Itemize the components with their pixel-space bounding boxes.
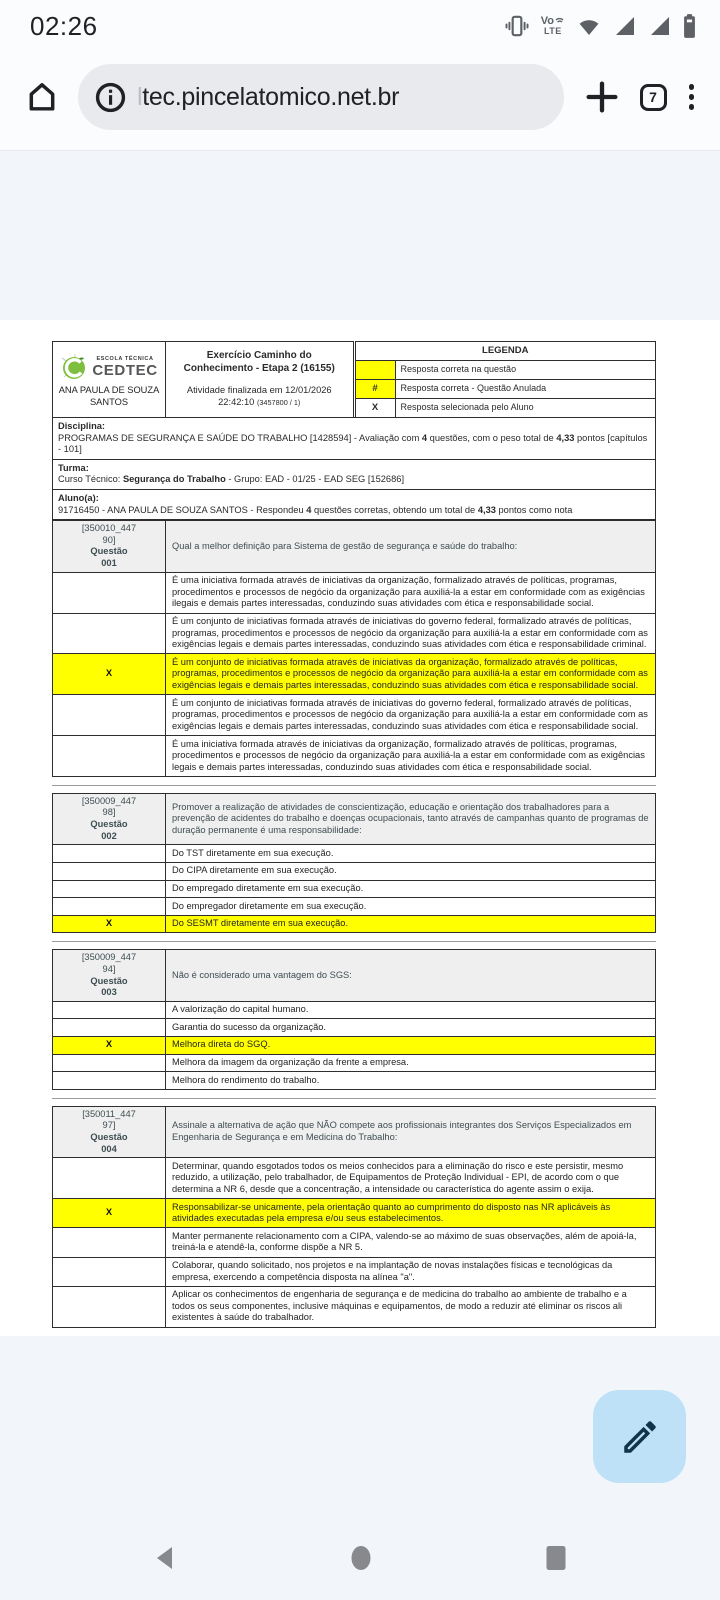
option-row: É um conjunto de iniciativas formada através de iniciativas do governo federal, formalizado através de políticas, programas, procedimentos e processos de negócio da organização para auxiliá-la a estar em conformidade com as exigências legais e demais partes interessadas, conduzindo suas atividades com ética e responsabilidade social. [53, 695, 656, 736]
legend-label: Resposta correta - Questão Anulada [395, 380, 656, 399]
home-button[interactable] [24, 79, 60, 115]
question-table-002 [52, 793, 656, 933]
option-row: Colaborar, quando solicitado, nos projetos e na implantação de novas instalações físicas e tecnológicas da empresa, exercendo a competência disposta na alínea "a". [53, 1257, 656, 1286]
nav-home-button[interactable] [349, 1544, 373, 1572]
student-row: Aluno(a): 91716450 - ANA PAULA DE SOUZA SANTOS - Respondeu 4 questões corretas, obtendo um total de 4,33 pontos como nota [53, 490, 656, 520]
section-divider [52, 941, 656, 942]
question-id: [350011_447 97] Questão 004 [53, 1106, 166, 1157]
exercise-title: Exercício Caminho do Conhecimento - Etapa 2 (16155) [183, 350, 335, 374]
signal-icon-2 [648, 14, 672, 38]
option-row: Aplicar os conhecimentos de engenharia de segurança e de medicina do trabalho ao ambiente de trabalho e a todos os seus componentes, inclusive máquinas e equipamentos, de modo a reduzir até eliminar os riscos ali existentes à saúde do trabalhador. [53, 1286, 656, 1327]
new-tab-button[interactable] [582, 77, 622, 117]
discipline-row: Disciplina: PROGRAMAS DE SEGURANÇA E SAÚDE DO TRABALHO [1428594] - Avaliação com 4 questões, com o peso total de 4,33 pontos [capítulos - 101] [53, 418, 656, 460]
option-row: Do empregador diretamente em sua execução. [53, 898, 656, 916]
legend-label: Resposta correta na questão [395, 361, 656, 380]
section-divider [52, 1098, 656, 1099]
tab-switcher-button[interactable] [640, 84, 667, 111]
question-table-001 [52, 520, 656, 777]
option-row: A valorização do capital humano. [53, 1001, 656, 1019]
legend-title: LEGENDA [355, 342, 656, 361]
exam-info-table [52, 417, 656, 520]
cedtec-logo-icon [60, 352, 90, 382]
status-icons [504, 13, 696, 39]
question-text: Não é considerado uma vantagem do SGS: [166, 950, 656, 1001]
option-row-selected: X Responsabilizar-se unicamente, pela orientação quanto ao cumprimento do disposto nas NR aplicáveis às atividades executadas pela empresa e/ou seus estabelecimentos. [53, 1199, 656, 1228]
url-bar[interactable] [78, 64, 564, 130]
status-bar [0, 0, 720, 52]
question-text: Qual a melhor definição para Sistema de gestão de segurança e saúde do trabalho: [166, 521, 656, 572]
menu-button[interactable] [685, 80, 699, 114]
question-table-004 [52, 1106, 656, 1328]
vibrate-icon [504, 13, 530, 39]
question-id: [350009_447 94] Questão 003 [53, 950, 166, 1001]
legend-swatch-selected: X [355, 399, 395, 418]
exercise-title-cell [166, 342, 354, 418]
option-row: Do CIPA diretamente em sua execução. [53, 862, 656, 880]
school-tagline: ESCOLA TÉCNICA [96, 356, 154, 363]
battery-icon [683, 13, 696, 39]
question-table-003 [52, 949, 656, 1089]
option-row: É uma iniciativa formada através de iniciativas da organização, formalizado através de políticas, programas, procedimentos e processos de negócio da organização para auxiliá-la a estar em conformidade com as exigências legais e demais partes interessadas, conduzindo suas atividades com ética e responsabilidade social. [53, 736, 656, 777]
question-id: [350009_447 98] Questão 002 [53, 793, 166, 844]
legend-table [355, 341, 657, 418]
volte-icon: Vo LTE [540, 15, 562, 36]
option-row: Melhora do rendimento do trabalho. [53, 1072, 656, 1090]
legend-label: Resposta selecionada pelo Aluno [395, 399, 656, 418]
pencil-icon [619, 1416, 661, 1458]
edit-fab[interactable] [593, 1390, 686, 1483]
signal-icon-1 [613, 14, 637, 38]
class-row: Turma: Curso Técnico: Segurança do Trabalho - Grupo: EAD - 01/25 - EAD SEG [152686] [53, 459, 656, 489]
browser-toolbar [0, 52, 720, 150]
question-text: Assinale a alternativa de ação que NÃO compete aos profissionais integrantes dos Serviços Especializados em Engenharia de Segurança e em Medicina do Trabalho: [166, 1106, 656, 1157]
legend-swatch-correct [355, 361, 395, 380]
option-row: Do TST diretamente em sua execução. [53, 845, 656, 863]
school-name: CEDTEC [92, 362, 158, 380]
option-row: Melhora da imagem da organização da frente a empresa. [53, 1054, 656, 1072]
wifi-icon [576, 14, 602, 38]
clock: 02:26 [30, 10, 98, 41]
android-nav-bar [0, 1528, 720, 1588]
option-row: Do empregado diretamente em sua execução. [53, 880, 656, 898]
page-margin-bottom [0, 1336, 720, 1600]
page-margin-top [0, 150, 720, 320]
option-row-selected: X Melhora direta do SGQ. [53, 1036, 656, 1054]
site-info-icon[interactable] [94, 81, 127, 114]
nav-recents-button[interactable] [544, 1544, 568, 1572]
section-divider [52, 785, 656, 786]
student-name: ANA PAULA DE SOUZA SANTOS [58, 385, 160, 407]
school-cell [53, 342, 166, 418]
option-row-selected: X Do SESMT diretamente em sua execução. [53, 915, 656, 933]
tab-count: 7 [649, 89, 657, 105]
question-id: [350010_447 90] Questão 001 [53, 521, 166, 572]
legend-swatch-annulled: # [355, 380, 395, 399]
question-text: Promover a realização de atividades de conscientização, educação e orientação dos trabalhadores para a prevenção de acidentes do trabalho e doenças ocupacionais, tanto através de campanhas quanto de programas de duração permanente é uma responsabilidade: [166, 793, 656, 844]
option-row: Determinar, quando esgotados todos os meios conhecidos para a eliminação do risco e este persistir, mesmo reduzido, a utilização, pelo trabalhador, de Equipamentos de Proteção Individual - EPI, de acordo com o que determina a NR 6, desde que a concentração, a intensidade ou característica do agente assim o exija. [53, 1158, 656, 1199]
option-row: Manter permanente relacionamento com a CIPA, valendo-se ao máximo de suas observações, além de apoiá-la, treiná-la e atendê-la, conforme dispõe a NR 5. [53, 1228, 656, 1257]
option-row: Garantia do sucesso da organização. [53, 1019, 656, 1037]
exercise-subtitle: Atividade finalizada em 12/01/2026 22:42:10 (3457800 / 1) [186, 385, 332, 407]
document-page [0, 320, 720, 1336]
option-row: É um conjunto de iniciativas formada através de iniciativas do governo federal, formalizado através de políticas, programas, procedimentos e processos de negócio da organização para auxiliá-la a estar em conformidade com as exigências legais e demais partes interessadas, conduzindo suas atividades com ética e responsabilidade criminal. [53, 613, 656, 654]
option-row: É uma iniciativa formada através de iniciativas da organização, formalizado através de políticas, programas, procedimentos e processos de negócio da organização para auxiliá-la a estar em conformidade com as exigências ilegais e demais partes interessadas, conduzindo suas atividades com ética e responsabilidade social. [53, 572, 656, 613]
option-row-selected: X É um conjunto de iniciativas formada através de iniciativas da organização, formalizado através de políticas, programas, procedimentos e processos de negócio da organização para auxiliá-la a estar em conformidade com as exigências legais e demais partes interessadas, conduzindo suas atividades com ética e responsabilidade social. [53, 654, 656, 695]
document-header [52, 341, 656, 418]
nav-back-button[interactable] [152, 1544, 178, 1572]
url-text[interactable]: ltec.pincelatomico.net.br [137, 82, 400, 111]
